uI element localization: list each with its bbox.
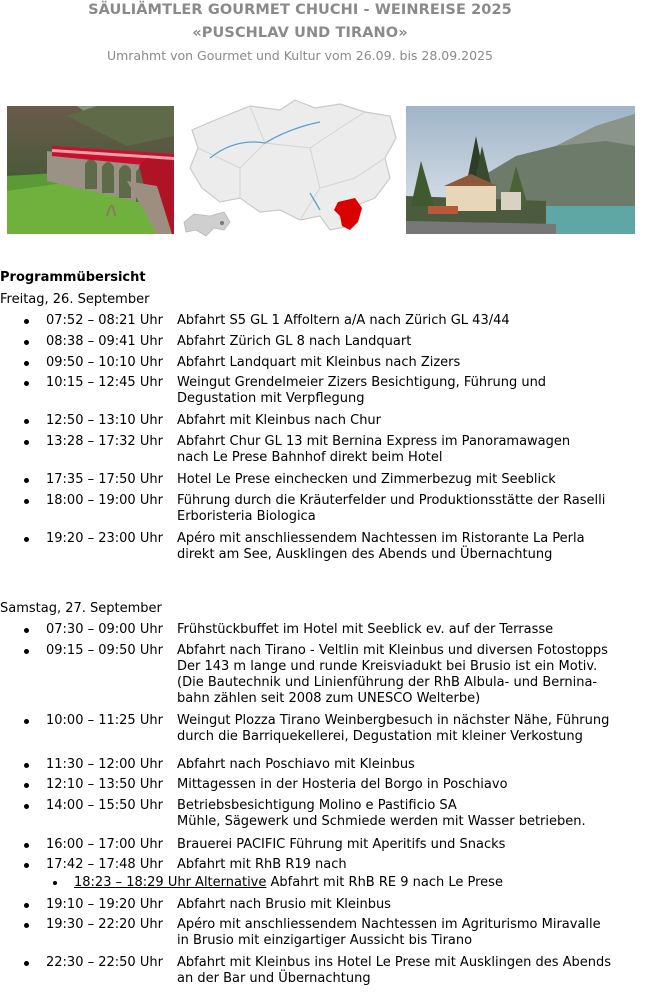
- item-time: 11:30 – 12:00 Uhr: [46, 757, 163, 772]
- schedule-item: [0, 493, 647, 531]
- schedule-item: [0, 622, 647, 643]
- item-text: Abfahrt Zürich GL 8 nach Landquart: [177, 334, 412, 349]
- alternative-time[interactable]: 18:23 – 18:29 Uhr Alternative: [74, 875, 267, 890]
- item-time: 08:38 – 09:41 Uhr: [46, 334, 163, 349]
- saturday-schedule: [0, 622, 647, 874]
- item-text: direkt am See, Ausklingen des Abends und Übernachtung: [177, 547, 553, 562]
- schedule-item: [0, 643, 647, 713]
- item-text: Abfahrt mit Kleinbus nach Chur: [177, 413, 382, 428]
- item-text: Degustation mit Verpflegung: [177, 391, 365, 406]
- item-time: 12:50 – 13:10 Uhr: [46, 413, 163, 428]
- item-time: 19:10 – 19:20 Uhr: [46, 897, 163, 912]
- schedule-item: [0, 375, 647, 413]
- item-time: 18:00 – 19:00 Uhr: [46, 493, 163, 508]
- item-text: Abfahrt nach Poschiavo mit Kleinbus: [177, 757, 415, 772]
- item-text: in Brusio mit einzigartiger Aussicht bis Tirano: [177, 933, 473, 948]
- item-time: 12:10 – 13:50 Uhr: [46, 777, 163, 792]
- item-text: bahn zählen seit 2008 zum UNESCO Welterbe): [177, 691, 481, 706]
- item-text: Frühstückbuffet im Hotel mit Seeblick ev. auf der Terrasse: [177, 622, 554, 637]
- item-text: Hotel Le Prese einchecken und Zimmerbezug mit Seeblick: [177, 472, 556, 487]
- item-time: 19:20 – 23:00 Uhr: [46, 531, 163, 546]
- item-text: Der 143 m lange und runde Kreisviadukt bei Brusio ist ein Motiv.: [177, 659, 598, 674]
- item-text: Apéro mit anschliessendem Nachtessen im Ristorante La Perla: [177, 531, 585, 546]
- item-time: 07:30 – 09:00 Uhr: [46, 622, 163, 637]
- item-time: 14:00 – 15:50 Uhr: [46, 798, 163, 813]
- item-text: Weingut Plozza Tirano Weinbergbesuch in nächster Nähe, Führung: [177, 713, 610, 728]
- item-text: Führung durch die Kräuterfelder und Produktionsstätte der Raselli: [177, 493, 606, 508]
- item-time: 09:15 – 09:50 Uhr: [46, 643, 163, 658]
- schedule-item: [0, 413, 647, 434]
- schedule-item: [0, 955, 647, 991]
- schedule-item: [0, 313, 647, 334]
- schedule-item: [0, 531, 647, 569]
- item-time: 17:35 – 17:50 Uhr: [46, 472, 163, 487]
- item-text: Abfahrt Landquart mit Kleinbus nach Zizers: [177, 355, 461, 370]
- schedule-item: [0, 434, 647, 472]
- schedule-item: [0, 777, 647, 798]
- item-time: 07:52 – 08:21 Uhr: [46, 313, 163, 328]
- item-time: 13:28 – 17:32 Uhr: [46, 434, 163, 449]
- schedule-item: [0, 355, 647, 375]
- item-time: 16:00 – 17:00 Uhr: [46, 837, 163, 852]
- item-time: 10:15 – 12:45 Uhr: [46, 375, 163, 390]
- schedule-item: [0, 798, 647, 837]
- alternative-item: [0, 875, 647, 891]
- item-text: Brauerei PACIFIC Führung mit Aperitifs und Snacks: [177, 837, 506, 852]
- schedule-item: [0, 334, 647, 355]
- item-text: nach Le Prese Bahnhof direkt beim Hotel: [177, 450, 443, 465]
- graubuenden-map: [180, 98, 398, 240]
- item-text: Apéro mit anschliessendem Nachtessen im Agriturismo Miravalle: [177, 917, 601, 932]
- item-time: 09:50 – 10:10 Uhr: [46, 355, 163, 370]
- bernina-train-photo: [7, 106, 174, 234]
- schedule-item: [0, 713, 647, 757]
- lake-hotel-photo: [406, 106, 635, 234]
- item-text: Abfahrt S5 GL 1 Affoltern a/A nach Zürich GL 43/44: [177, 313, 510, 328]
- page-title: SÄULIÄMTLER GOURMET CHUCHI - WEINREISE 2025: [88, 2, 512, 18]
- schedule-item: [0, 857, 647, 874]
- item-text: Abfahrt nach Tirano - Veltlin mit Kleinbus und diversen Fotostopps: [177, 643, 608, 658]
- schedule-item: [0, 757, 647, 777]
- saturday-schedule-evening: [0, 897, 647, 991]
- schedule-item: [0, 472, 647, 493]
- alternative-text: Abfahrt mit RhB RE 9 nach Le Prese: [270, 875, 503, 890]
- item-time: 17:42 – 17:48 Uhr: [46, 857, 163, 872]
- alternative-schedule: [0, 875, 647, 891]
- page-subtitle-tour: «PUSCHLAV UND TIRANO»: [192, 25, 408, 41]
- item-text: Weingut Grendelmeier Zizers Besichtigung, Führung und: [177, 375, 547, 390]
- item-time: 22:30 – 22:50 Uhr: [46, 955, 163, 970]
- friday-schedule: [0, 313, 647, 569]
- item-text: Abfahrt nach Brusio mit Kleinbus: [177, 897, 391, 912]
- date-subtitle: Umrahmt von Gourmet und Kultur vom 26.09. bis 28.09.2025: [106, 48, 493, 63]
- item-text: an der Bar und Übernachtung: [177, 971, 371, 986]
- schedule-item: [0, 917, 647, 955]
- program-heading: Programmübersicht: [0, 270, 146, 285]
- item-text: (Die Bautechnik und Linienführung der RhB Albula- und Bernina-: [177, 675, 598, 690]
- item-text: Abfahrt mit RhB R19 nach: [177, 857, 347, 872]
- item-text: Mittagessen in der Hosteria del Borgo in Poschiavo: [177, 777, 508, 792]
- item-text: Abfahrt mit Kleinbus ins Hotel Le Prese mit Ausklingen des Abends: [177, 955, 612, 970]
- schedule-item: [0, 897, 647, 917]
- item-text: Erboristeria Biologica: [177, 509, 316, 524]
- day-label-saturday: Samstag, 27. September: [0, 601, 162, 616]
- schedule-item: [0, 837, 647, 857]
- day-label-friday: Freitag, 26. September: [0, 292, 150, 307]
- item-text: Abfahrt Chur GL 13 mit Bernina Express im Panoramawagen: [177, 434, 571, 449]
- item-text: Mühle, Sägewerk und Schmiede werden mit Wasser betrieben.: [177, 814, 586, 829]
- item-time: 19:30 – 22:20 Uhr: [46, 917, 163, 932]
- item-text: durch die Barriquekellerei, Degustation mit kleiner Verkostung: [177, 729, 583, 744]
- item-time: 10:00 – 11:25 Uhr: [46, 713, 163, 728]
- item-text: Betriebsbesichtigung Molino e Pastificio SA: [177, 798, 457, 813]
